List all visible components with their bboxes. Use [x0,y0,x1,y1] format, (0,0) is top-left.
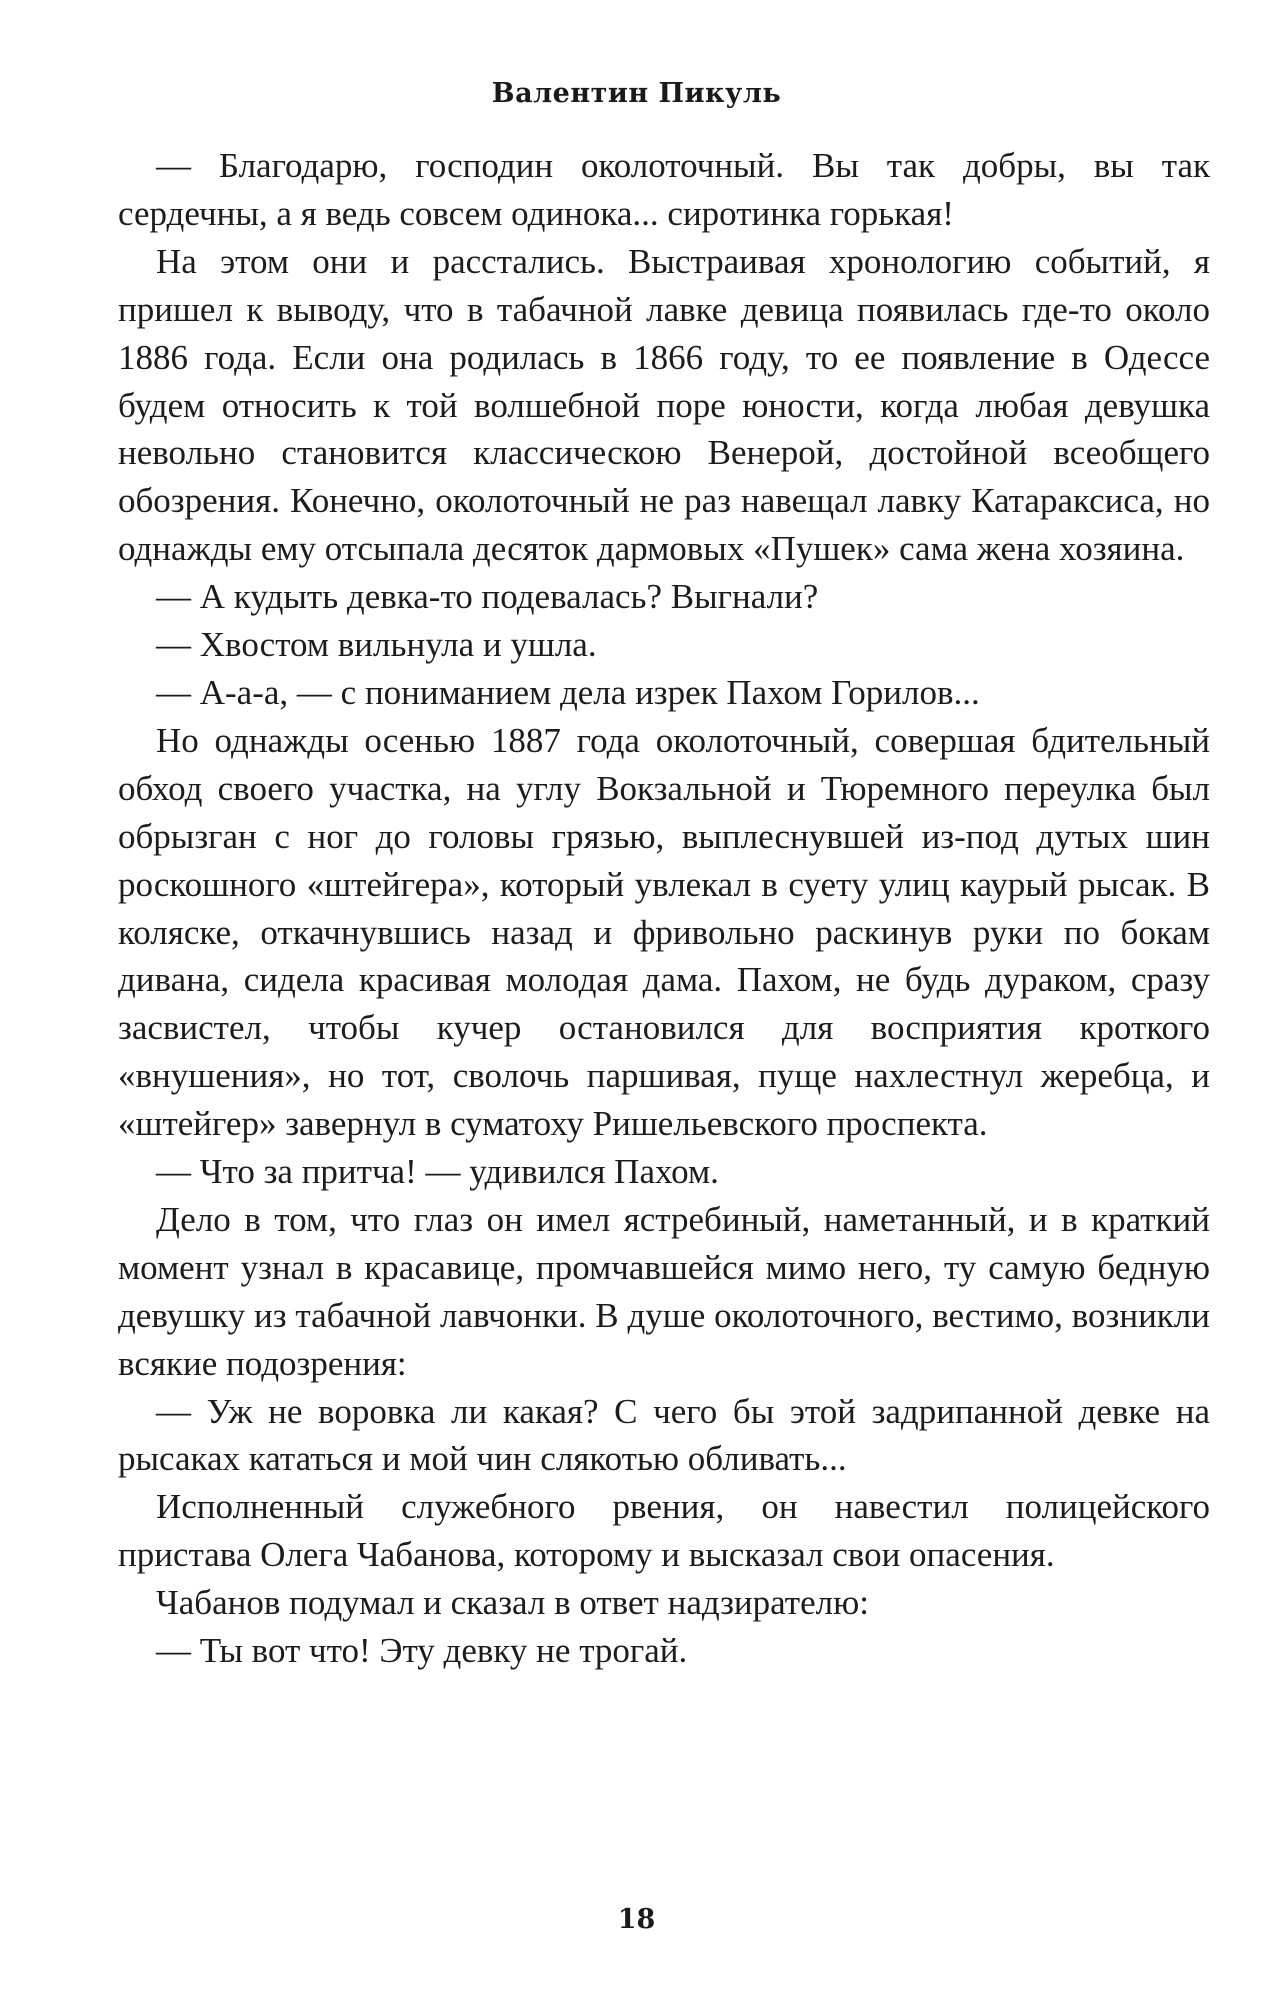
paragraph-9: — Уж не воровка ли какая? С чего бы этой задрипанной девке на рысаках кататься и мой чин слякотью обливать... [118,1391,1210,1479]
paragraph-2: На этом они и расстались. Выстраивая хронологию событий, я пришел к выводу, что в табачной лавке девица появилась где-то около 1886 года. Если она родилась в 1866 году, то ее появление в Одессе будем относить к той волшебной поре юности, когда любая девушка невольно становится классическою Венерой, достойной всеобщего обозрения. Конечно, околоточный не раз навещал лавку Катараксиса, но однажды ему отсыпала десяток дармовых «Пушек» сама жена хозяина. [118,241,1210,569]
paragraph-3: — А кудыть девка-то подевалась? Выгнали? [156,577,819,617]
running-head-author: Валентин Пикуль [491,78,782,109]
paragraph-10: Исполненный служебного рвения, он навестил полицейского пристава Олега Чабанова, которому и высказал свои опасения. [118,1487,1210,1575]
body-text [118,142,1210,1675]
paragraph-11: Чабанов подумал и сказал в ответ надзирателю: [156,1583,869,1623]
paragraph-5: — А-а-а, — с пониманием дела изрек Пахом Горилов... [156,672,980,712]
paragraph-12: — Ты вот что! Эту девку не трогай. [156,1631,688,1671]
paragraph-6: Но однажды осенью 1887 года околоточный, совершая бдительный обход своего участка, на углу Вокзальной и Тюремного переулка был обрызган с ног до головы грязью, выплеснувшей из-под дутых шин роскошного «штейгера», который увлекал в суету улиц каурый рысак. В коляске, откачнувшись назад и фривольно раскинув руки по бокам дивана, сидела красивая молодая дама. Пахом, не будь дураком, сразу засвистел, чтобы кучер остановился для восприятия кроткого «внушения», но тот, сволочь паршивая, пуще нахлестнул жеребца, и «штейгер» завернул в суматоху Ришельевского проспекта. [118,720,1210,1144]
paragraph-8: Дело в том, что глаз он имел ястребиный, наметанный, и в краткий момент узнал в красавице, промчавшейся мимо него, ту самую бедную девушку из табачной лавчонки. В душе околоточного, вестимо, возникли всякие подозрения: [118,1199,1210,1383]
paragraph-1: — Благодарю, господин околоточный. Вы так добры, вы так сердечны, а я ведь совсем одинока... сиротинка горькая! [118,146,1210,233]
page-number: 18 [617,1904,656,1935]
paragraph-7: — Что за притча! — удивился Пахом. [156,1152,719,1192]
paragraph-4: — Хвостом вильнула и ушла. [156,625,597,665]
